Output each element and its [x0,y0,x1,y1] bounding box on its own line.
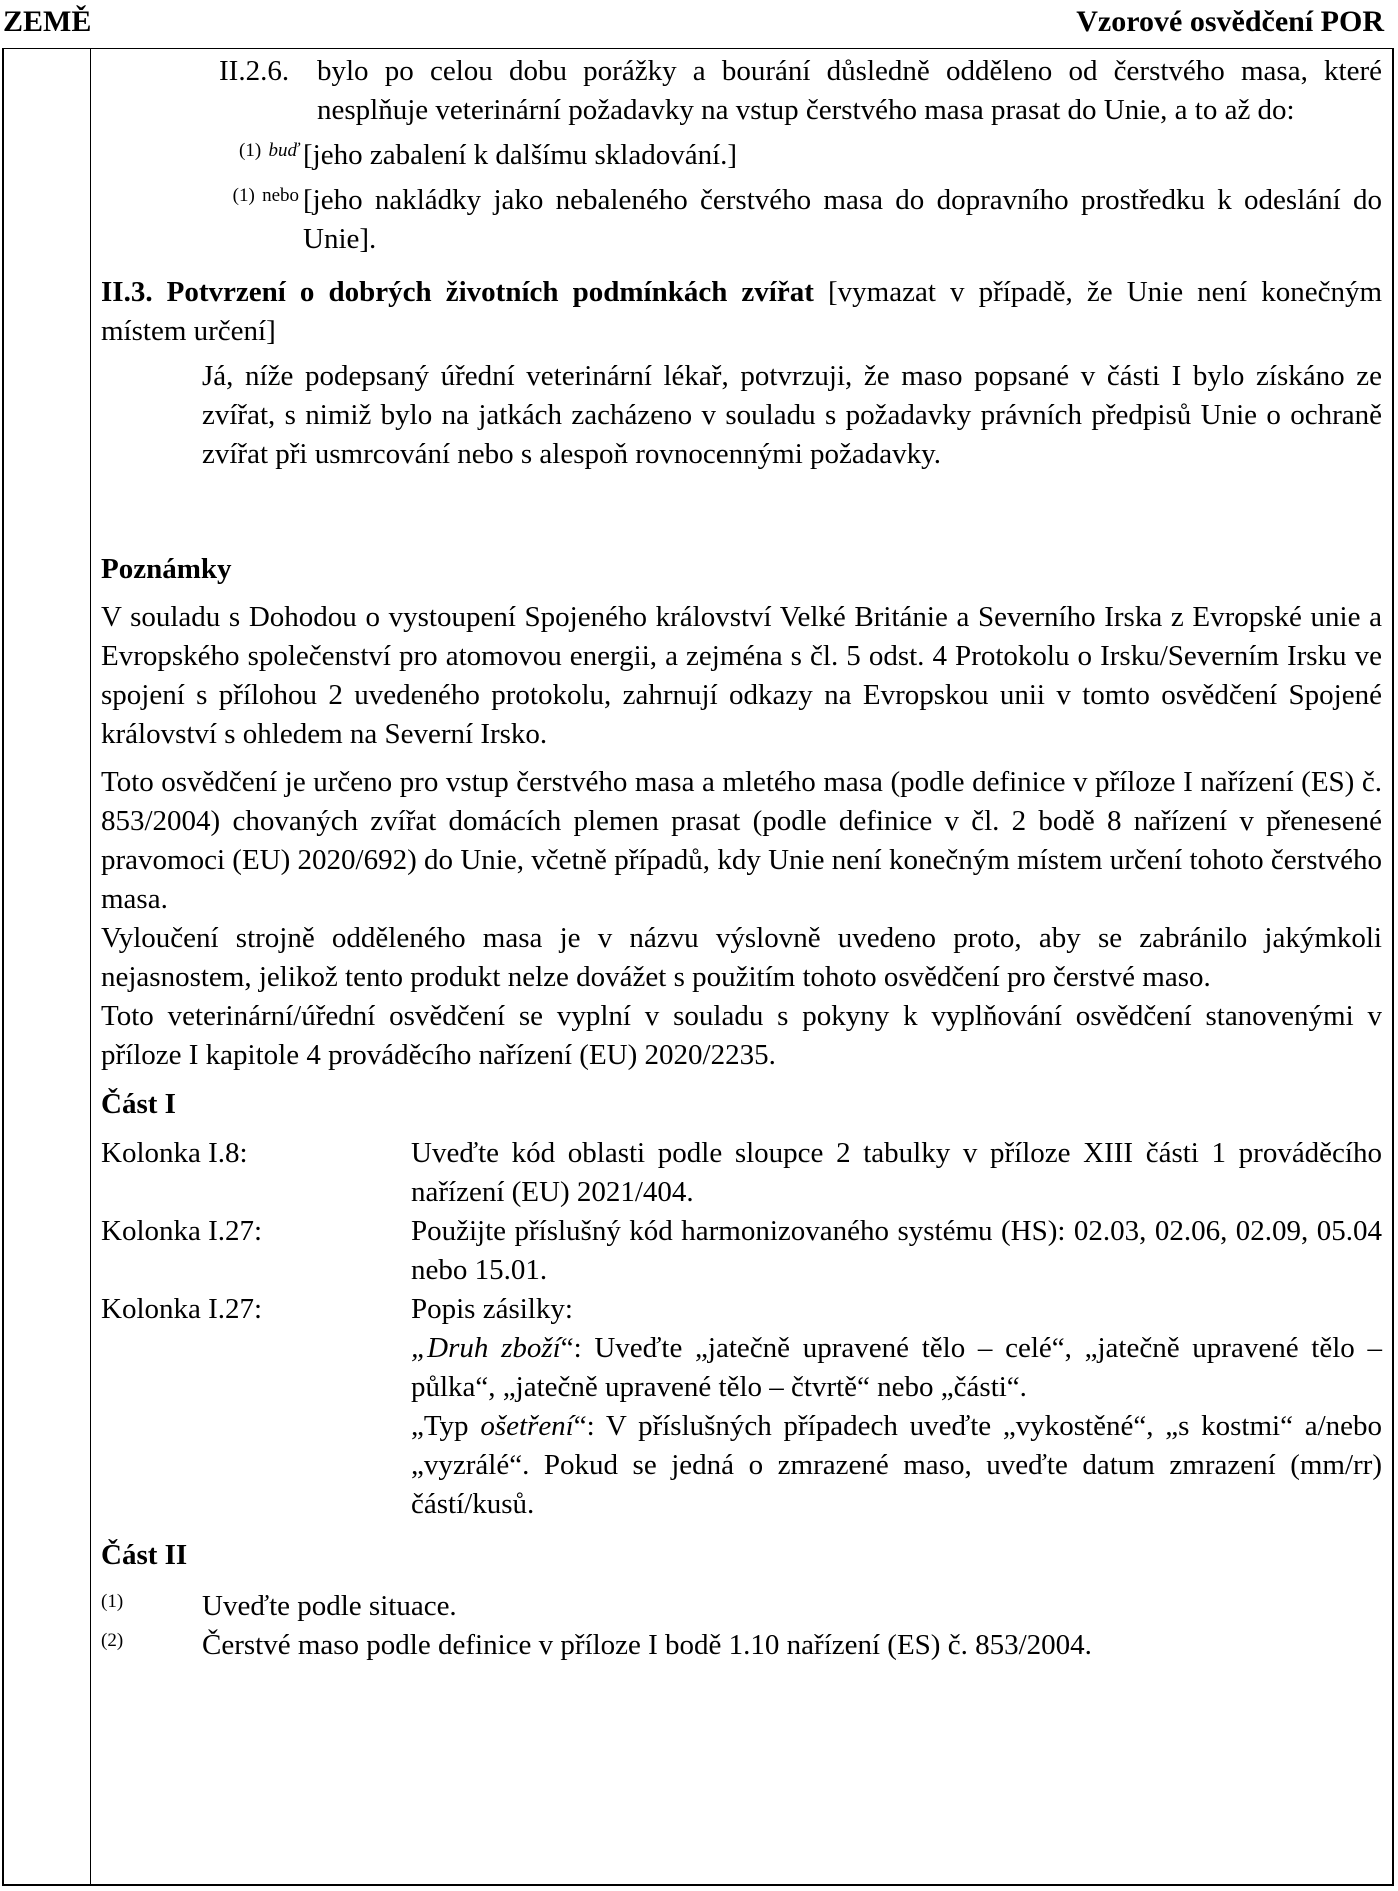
option-label [101,136,303,175]
goods-type-instruction [411,1329,1382,1407]
box-i-27-hs-row [101,1212,1382,1290]
footnote-mark: (1) [101,1591,124,1612]
box-instruction: Použijte příslušný kód harmonizovaného systému (HS): 02.03, 02.06, 02.09, 05.04 nebo 15.01. [411,1215,1382,1286]
goods-type-text: “: Uveďte „jatečně upravené tělo – celé“, „jatečně upravené tělo – půlka“, „jatečně upravené tělo – čtvrtě“ nebo „části“. [411,1332,1382,1403]
footnote-1 [101,1587,1382,1626]
section-number: II.2.6. [219,55,290,87]
footnote-text: Čerstvé maso podle definice v příloze I bodě 1.10 nařízení (ES) č. 853/2004. [202,1629,1092,1661]
treatment-text: “: V příslušných případech uveďte „vykostěné“, „s kostmi“ a/nebo „vyzrálé“. Pokud se jedná o zmrazené maso, uveďte datum zmrazení (mm/rr) částí/kusů. [411,1410,1383,1520]
footnote-2 [101,1626,1382,1665]
box-instruction: Uveďte kód oblasti podle sloupce 2 tabulky v příloze XIII části 1 prováděcího nařízení (EU) 2021/404. [411,1137,1382,1208]
option-text: [jeho nakládky jako nebaleného čerstvého masa do dopravního prostředku k odeslání do Unie]. [303,184,1382,255]
treatment-term: ošetření [480,1410,574,1442]
box-instruction: Popis zásilky: [411,1293,573,1325]
option-word: nebo [262,185,299,206]
notes-paragraph-4: Toto veterinární/úřední osvědčení se vyplní v souladu s pokyny k vyplňování osvědčení stanovenými v příloze I kapitole 4 prováděcího nařízení (EU) 2020/2235. [101,1000,1382,1071]
section-text: bylo po celou dobu porážky a bourání důsledně odděleno od čerstvého masa, které nesplňuje veterinární požadavky na vstup čerstvého masa prasat do Unie, a to až do: [317,55,1382,126]
header-certificate-title: Vzorové osvědčení POR [1076,5,1384,38]
part-ii-heading: Část II [101,1539,188,1571]
treatment-prefix: „Typ [411,1410,481,1442]
option-bud [101,136,1382,175]
option-text: [jeho zabalení k dalšímu skladování.] [303,139,738,171]
section-title: II.3. Potvrzení o dobrých životních podmínkách zvířat [101,276,814,308]
notes-paragraph-3: Vyloučení strojně odděleného masa je v názvu výslovně uvedeno proto, aby se zabránilo jakýmkoli nejasnostem, jelikož tento produkt nelze dovážet s použitím tohoto osvědčení pro čerstvé maso. [101,922,1382,993]
goods-type-term: „Druh zboží [411,1332,561,1364]
box-label: Kolonka I.27: [101,1293,263,1325]
footnote-mark: (1) [232,185,255,206]
box-label: Kolonka I.8: [101,1137,248,1169]
box-i-8-row [101,1134,1382,1212]
column-divider [90,48,91,1886]
option-word: buď [268,140,299,161]
certificate-content [101,52,1382,1665]
section-note: [vymazat v případě, že Unie není konečným místem určení] [101,276,1382,347]
notes-heading: Poznámky [101,553,232,585]
notes-paragraph-2: Toto osvědčení je určeno pro vstup čerstvého masa a mletého masa (podle definice v příloze I nařízení (ES) č. 853/2004) chovaných zvířat domácích plemen prasat (podle definice v čl. 2 bodě 8 nařízení v přenesené pravomoci (EU) 2020/692) do Unie, včetně případů, kdy Unie není konečným místem určení tohoto čerstvého masa. [101,766,1382,915]
footnote-text: Uveďte podle situace. [202,1590,457,1622]
section-ii-3-body: Já, níže podepsaný úřední veterinární lékař, potvrzuji, že maso popsané v části I bylo získáno ze zvířat, s nimiž bylo na jatkách zacházeno v souladu s požadavky právních předpisů Unie o ochraně zvířat při usmrcování nebo s alespoň rovnocennými požadavky. [202,360,1382,470]
section-ii-2-6 [219,52,1382,130]
treatment-type-instruction [411,1407,1382,1524]
header-country: ZEMĚ [3,5,92,38]
option-label [101,181,303,259]
footnote-mark: (2) [101,1630,124,1651]
part-i-heading: Část I [101,1088,176,1120]
option-nebo [101,181,1382,259]
notes-paragraph-1: V souladu s Dohodou o vystoupení Spojeného království Velké Británie a Severního Irska z Evropské unie a Evropského společenství pro atomovou energii, a zejména s čl. 5 odst. 4 Protokolu o Irsku/Severním Irsku ve spojení s přílohou 2 uvedeného protokolu, zahrnují odkazy na Evropskou unii v tomto osvědčení Spojené království s ohledem na Severní Irsko. [101,601,1382,750]
box-label: Kolonka I.27: [101,1215,263,1247]
footnote-mark: (1) [239,140,262,161]
box-instruction-group [411,1290,1382,1524]
box-i-27-description-row [101,1290,1382,1524]
section-ii-3-heading [101,273,1382,351]
